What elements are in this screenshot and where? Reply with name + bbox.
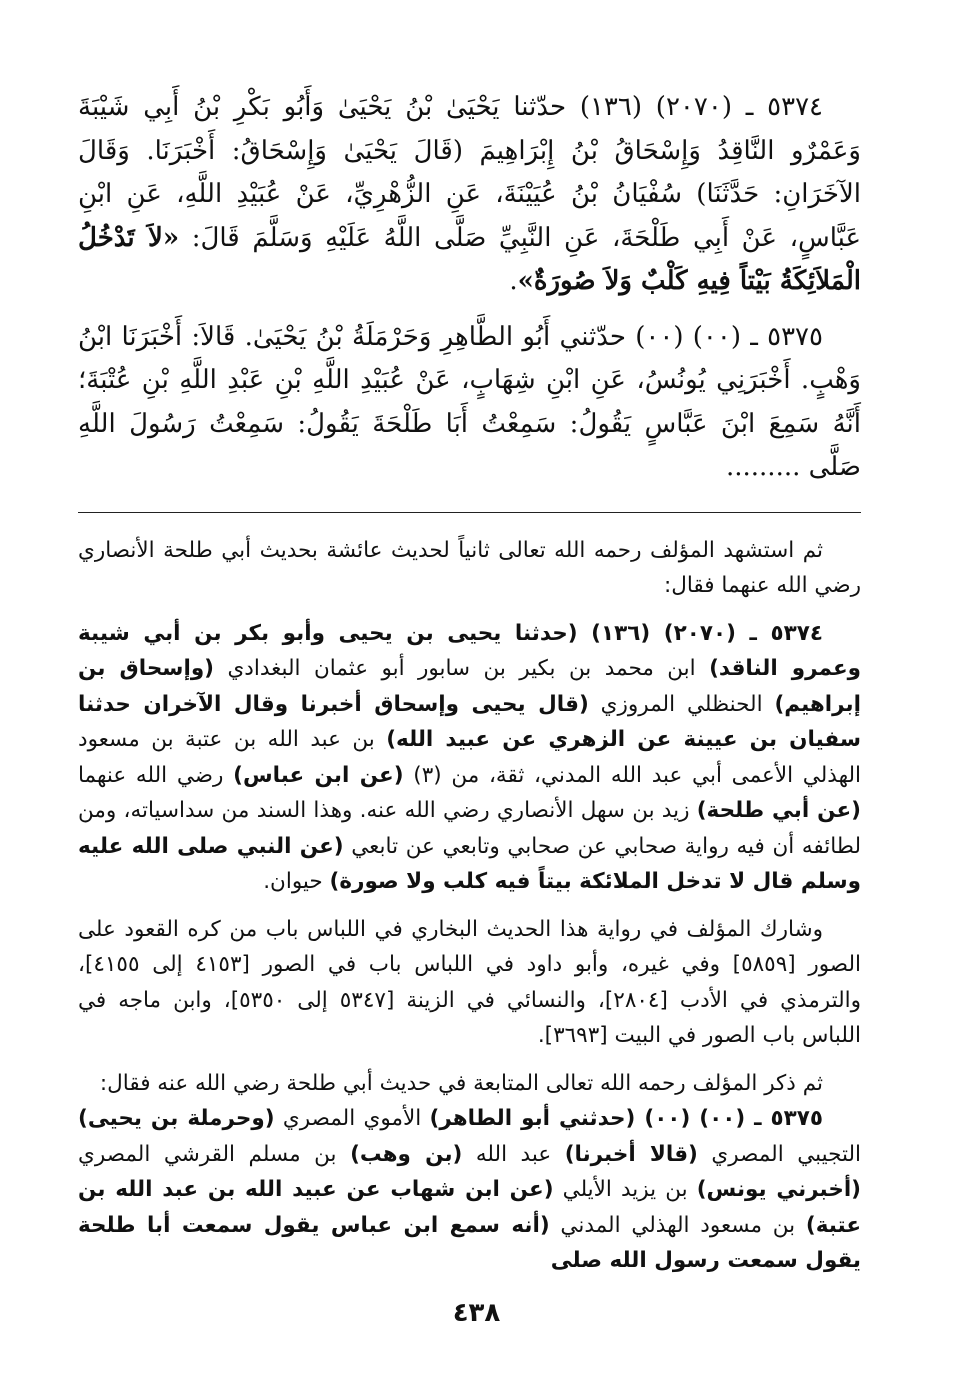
- hadith-5374: ٥٣٧٤ ـ (٢٠٧٠) (١٣٦) حدّثنا يَحْيَىٰ بْنُ يَحْيَىٰ وَأَبُو بَكْرِ بْنُ أَبِي شَيْبَةَ وَعَمْرٌو النَّاقِدُ وَإِسْحَاقُ بْنُ إِبْرَاهِيمَ (قَالَ يَحْيَىٰ وَإِسْحَاقُ: أَخْبَرَنَا. وَقَالَ الآخَرَانِ: حَدَّثَنَا) سُفْيَانُ بْنُ عُيَيْنَةَ، عَنِ الزُّهْرِيِّ، عَنْ عُبَيْدِ اللَّهِ، عَنِ ابْنِ عَبَّاسٍ، عَنْ أَبِي طَلْحَةَ، عَنِ النَّبِيِّ صَلَّى اللَّهُ عَلَيْهِ وَسَلَّمَ قَالَ: «لاَ تَدْخُلُ الْمَلاَئِكَةُ بَيْتاً فِيهِ كَلْبٌ وَلاَ صُورَةٌ».: [78, 92, 862, 296]
- hadith-5374-chain: ٥٣٧٤ ـ (٢٠٧٠) (١٣٦) حدّثنا يَحْيَىٰ بْنُ يَحْيَىٰ وَأَبُو بَكْرِ بْنُ أَبِي شَيْبَةَ وَعَمْرٌو النَّاقِدُ وَإِسْحَاقُ بْنُ إِبْرَاهِيمَ (قَالَ يَحْيَىٰ وَإِسْحَاقُ: أَخْبَرَنَا. وَقَالَ الآخَرَانِ: حَدَّثَنَا) سُفْيَانُ بْنُ عُيَيْنَةَ، عَنِ الزُّهْرِيِّ، عَنْ عُبَيْدِ اللَّهِ، عَنِ ابْنِ عَبَّاسٍ، عَنْ أَبِي طَلْحَةَ، عَنِ النَّبِيِّ صَلَّى اللَّهُ عَلَيْهِ وَسَلَّمَ قَالَ:: [78, 92, 862, 253]
- footnote-divider: [78, 512, 861, 513]
- commentary-5374: ٥٣٧٤ ـ (٢٠٧٠) (١٣٦) (حدثنا يحيى بن يحيى وأبو بكر بن أبي شيبة وعمرو الناقد) ابن محمد بن بكير بن سابور أبو عثمان البغدادي (وإسحاق بن إبراهيم) الحنظلي المروزي (قال يحيى وإسحاق أخبرنا وقال الآخران حدثنا سفيان بن عيينة عن الزهري عن عبيد الله) بن عبد الله بن عتبة بن مسعود الهذلي الأعمى أبي عبد الله المدني، ثقة، من (٣) (عن ابن عباس) رضي الله عنهما (عن أبي طلحة) زيد بن سهل الأنصاري رضي الله عنه. وهذا السند من سداسياته، ومن لطائفه أن فيه رواية صحابي عن صحابي وتابعي عن تابعي (عن النبي صلى الله عليه وسلم قال لا تدخل الملائكة بيتاً فيه كلب ولا صورة) حيوان.: [78, 620, 861, 894]
- commentary-intro-2: ثم ذكر المؤلف رحمه الله تعالى المتابعة في حديث أبي طلحة رضي الله عنه فقال:: [99, 1070, 823, 1096]
- commentary-intro-1: ثم استشهد المؤلف رحمه الله تعالى ثانياً لحديث عائشة بحديث أبي طلحة الأنصاري رضي الله عنهما فقال:: [78, 537, 861, 598]
- commentary-shared-sources: وشارك المؤلف في رواية هذا الحديث البخاري في اللباس باب من كره القعود على الصور [٥٨٥٩] وفي غيره، وأبو داود في اللباس باب في الصور [٤١٥٣ إلى ٤١٥٥]، والترمذي في الأدب [٢٨٠٤]، والنسائي في الزينة [٥٣٤٧ إلى ٥٣٥٠]، وابن ماجه في اللباس باب الصور في البيت [٣٦٩٣].: [78, 916, 861, 1048]
- hadith-text-block: [78, 86, 861, 490]
- page-number: ٤٣٨: [452, 1298, 501, 1328]
- hadith-5375-chain: ٥٣٧٥ ـ (٠٠) (٠٠) حدّثني أَبُو الطَّاهِرِ وَحَرْمَلَةُ بْنُ يَحْيَىٰ. قَالاَ: أَخْبَرَنَا ابْنُ وَهْبٍ. أَخْبَرَنِي يُونُسُ، عَنِ ابْنِ شِهَابٍ، عَنْ عُبَيْدِ اللَّهِ بْنِ عَبْدِ اللَّهِ بْنِ عُتْبَةَ؛ أَنَّهُ سَمِعَ ابْنَ عَبَّاسٍ يَقُولُ: سَمِعْتُ أَبَا طَلْحَةَ يَقُولُ: سَمِعْتُ رَسُولَ اللَّهِ صَلَّى .........: [78, 321, 861, 482]
- commentary-block: [78, 533, 861, 1279]
- commentary-5375: ٥٣٧٥ ـ (٠٠) (٠٠) (حدثني أبو الطاهر) الأموي المصري (وحرملة بن يحيى) التجيبي المصري (قالا أخبرنا) عبد الله (بن وهب) بن مسلم القرشي المصري (أخبرني يونس) بن يزيد الأيلي (عن ابن شهاب عن عبيد الله بن عبد الله بن عتبة) بن مسعود الهذلي المدني (أنه سمع ابن عباس يقول سمعت أبا طلحة يقول سمعت رسول الله صلى: [78, 1106, 862, 1273]
- hadith-5375: [78, 316, 861, 490]
- hadith-5374-quote: «لاَ تَدْخُلُ الْمَلاَئِكَةُ بَيْتاً فِيهِ كَلْبٌ وَلاَ صُورَةٌ»: [78, 222, 861, 296]
